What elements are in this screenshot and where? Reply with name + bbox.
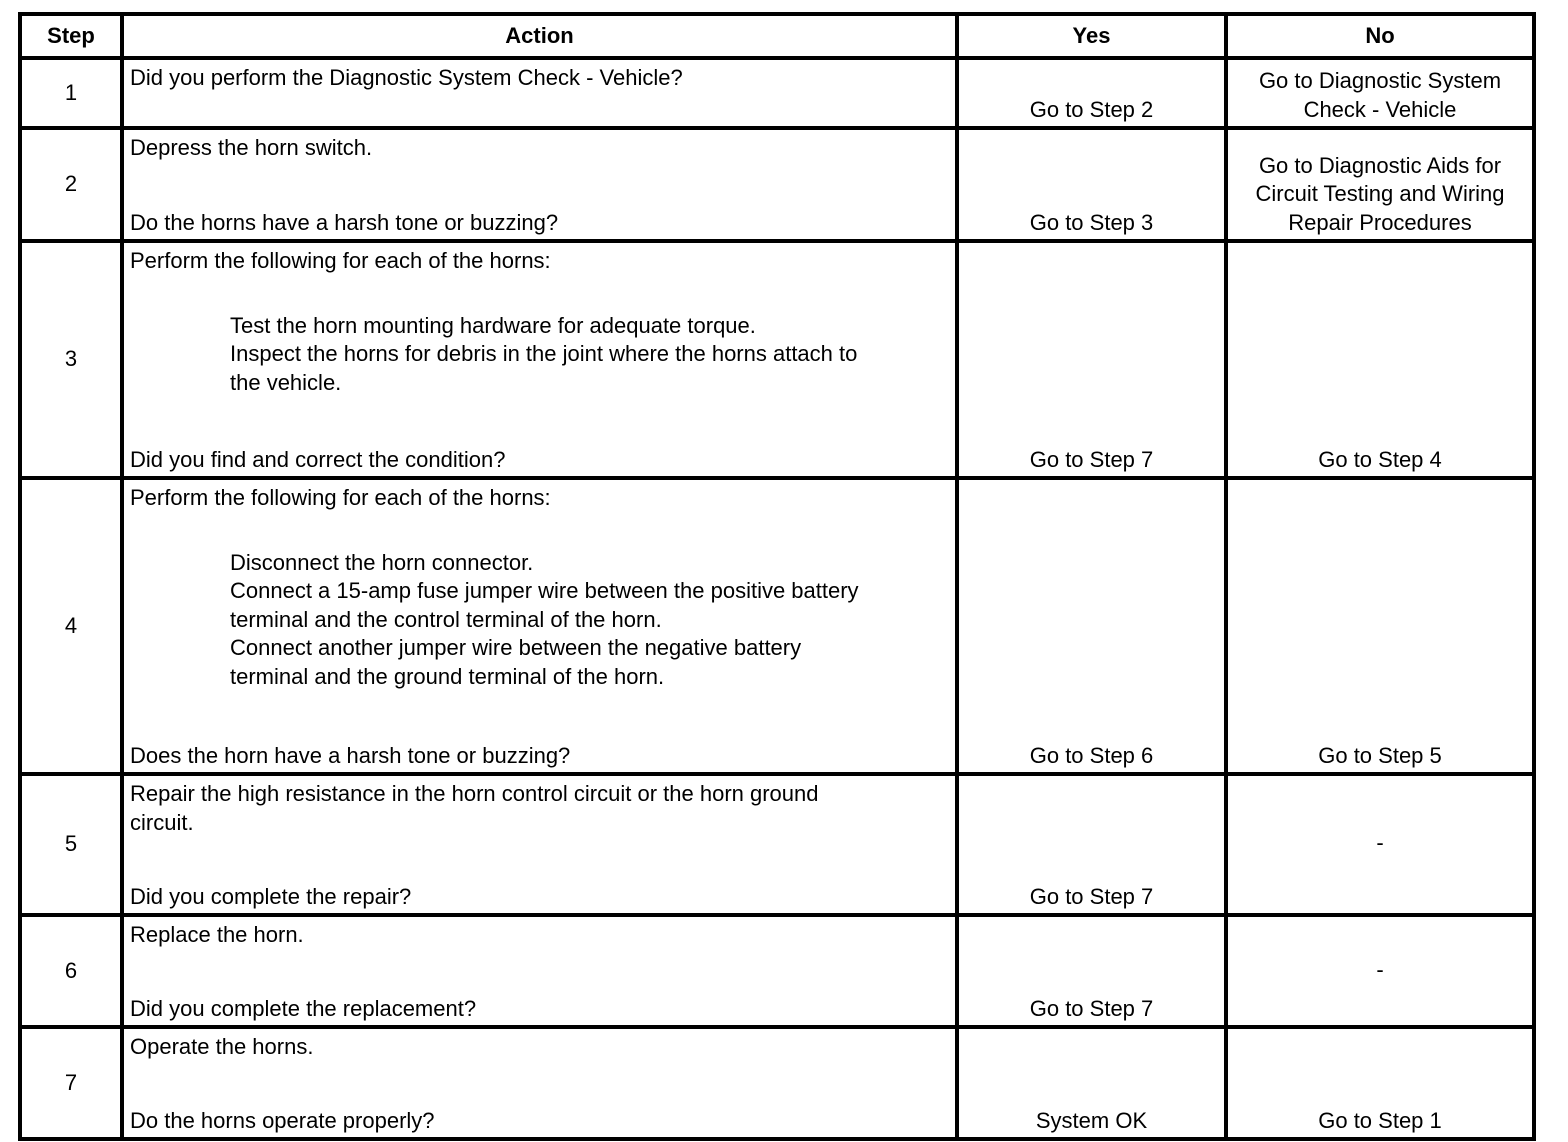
diagnostic-table	[18, 12, 1536, 1141]
action-question: Did you complete the repair?	[130, 883, 412, 909]
table-row	[20, 241, 1534, 478]
yes-cell: System OK	[957, 1027, 1226, 1139]
table-row	[20, 774, 1534, 915]
step-number: 7	[20, 1027, 122, 1139]
step-number: 1	[20, 58, 122, 128]
action-intro: Replace the horn.	[130, 922, 304, 947]
header-row	[20, 14, 1534, 58]
action-intro: Perform the following for each of the horns:	[130, 248, 551, 273]
step-number: 3	[20, 241, 122, 478]
yes-cell: Go to Step 7	[957, 915, 1226, 1027]
action-intro: Depress the horn switch.	[130, 135, 373, 160]
header-yes: Yes	[957, 14, 1226, 58]
yes-cell: Go to Step 7	[957, 774, 1226, 915]
table-row	[20, 58, 1534, 128]
no-line: Go to Diagnostic Aids for	[1258, 152, 1502, 178]
action-question: Do the horns have a harsh tone or buzzing?	[130, 209, 559, 235]
no-cell: -	[1226, 915, 1534, 1027]
yes-cell: Go to Step 6	[957, 478, 1226, 774]
action-intro: Perform the following for each of the horns:	[130, 485, 551, 510]
action-cell	[122, 478, 957, 774]
action-text: Did you perform the Diagnostic System Check - Vehicle?	[130, 65, 683, 90]
no-cell	[1226, 58, 1534, 128]
action-cell	[122, 241, 957, 478]
header-step: Step	[20, 14, 122, 58]
header-no: No	[1226, 14, 1534, 58]
table-row	[20, 915, 1534, 1027]
no-cell: -	[1226, 774, 1534, 915]
action-question: Did you find and correct the condition?	[130, 446, 506, 472]
sub-steps	[130, 312, 947, 398]
action-question: Does the horn have a harsh tone or buzzing?	[130, 742, 571, 768]
table-row	[20, 128, 1534, 241]
sub-step-continued: the vehicle.	[230, 369, 342, 395]
step-number: 5	[20, 774, 122, 915]
sub-step-continued: terminal and the control terminal of the horn.	[230, 606, 662, 632]
header-action: Action	[122, 14, 957, 58]
yes-cell: Go to Step 2	[957, 58, 1226, 128]
no-cell: Go to Step 4	[1226, 241, 1534, 478]
yes-cell: Go to Step 7	[957, 241, 1226, 478]
step-number: 2	[20, 128, 122, 241]
no-line: Go to Diagnostic System	[1258, 68, 1502, 93]
no-cell	[1226, 128, 1534, 241]
sub-step: Connect a 15-amp fuse jumper wire between the positive battery	[230, 578, 859, 603]
action-question: Do the horns operate properly?	[130, 1107, 435, 1133]
sub-steps	[130, 549, 947, 692]
step-number: 4	[20, 478, 122, 774]
no-cell: Go to Step 5	[1226, 478, 1534, 774]
no-line: Repair Procedures	[1288, 209, 1472, 235]
action-cell	[122, 1027, 957, 1139]
action-cell	[122, 58, 957, 128]
action-question: Did you complete the replacement?	[130, 995, 477, 1021]
action-intro: Repair the high resistance in the horn control circuit or the horn ground	[130, 781, 819, 806]
sub-step: Test the horn mounting hardware for adequate torque.	[230, 312, 756, 338]
sub-step-continued: terminal and the ground terminal of the horn.	[230, 663, 665, 689]
no-cell: Go to Step 1	[1226, 1027, 1534, 1139]
yes-cell: Go to Step 3	[957, 128, 1226, 241]
sub-step: Disconnect the horn connector.	[230, 549, 534, 575]
action-cell	[122, 774, 957, 915]
table-row	[20, 478, 1534, 774]
step-number: 6	[20, 915, 122, 1027]
sub-step: Connect another jumper wire between the negative battery	[230, 635, 802, 660]
no-line: Circuit Testing and Wiring	[1255, 181, 1505, 206]
action-intro: Operate the horns.	[130, 1034, 314, 1059]
action-cell	[122, 128, 957, 241]
table-row	[20, 1027, 1534, 1139]
no-line: Check - Vehicle	[1303, 96, 1457, 122]
action-intro-continued: circuit.	[130, 809, 194, 835]
action-cell	[122, 915, 957, 1027]
sub-step: Inspect the horns for debris in the joint where the horns attach to	[230, 341, 858, 366]
